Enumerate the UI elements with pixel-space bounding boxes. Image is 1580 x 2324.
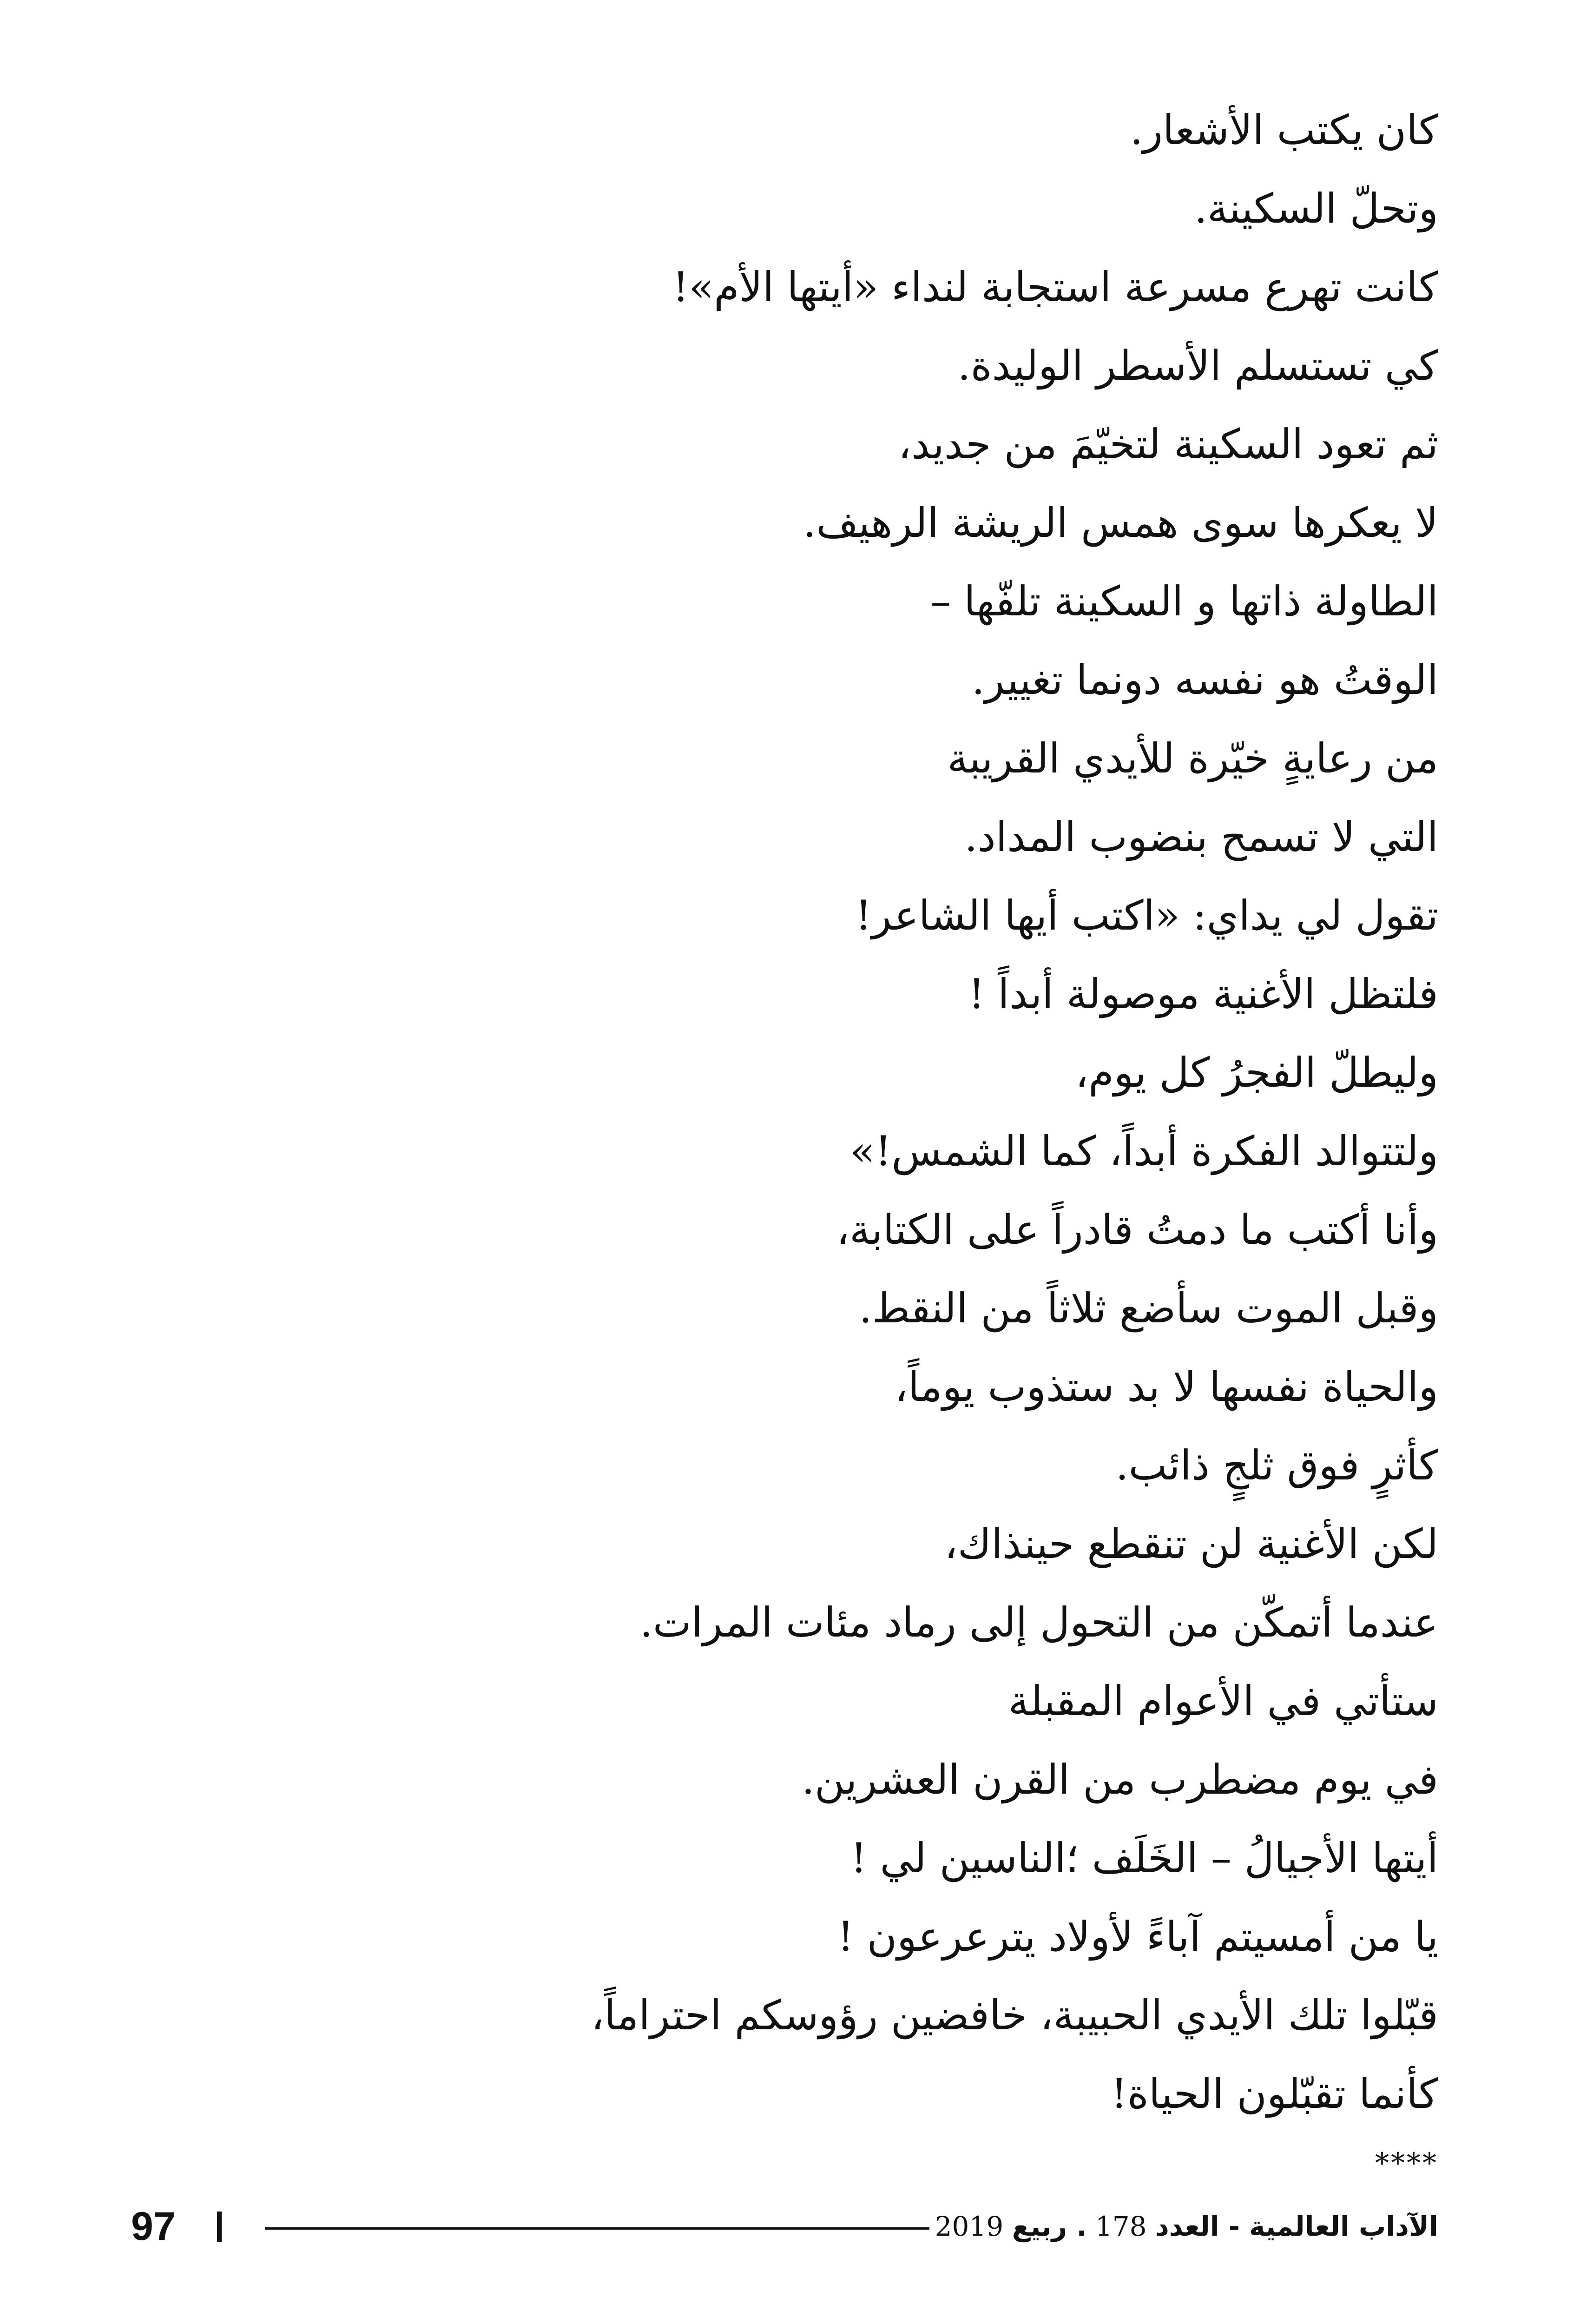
- poem-line: كأنما تقبّلون الحياة!: [1111, 2070, 1438, 2118]
- poem-line: فلتظل الأغنية موصولة أبداً !: [968, 970, 1438, 1018]
- poem-line: عندما أتمكّن من التحول إلى رماد مئات المرات.: [639, 1598, 1438, 1646]
- footer-separator: [217, 2212, 222, 2242]
- poem-line: كانت تهرع مسرعة استجابة لنداء «أيتها الأم»!: [672, 263, 1438, 311]
- poem-line: وليطلّ الفجرُ كل يوم،: [1075, 1049, 1438, 1096]
- poem-line: في يوم مضطرب من القرن العشرين.: [801, 1756, 1438, 1803]
- page-number: 97: [131, 2204, 176, 2249]
- poem-line: من رعايةٍ خيّرة للأيدي القريبة: [947, 734, 1438, 782]
- poem-line: وأنا أكتب ما دمتُ قادراً على الكتابة،: [836, 1206, 1438, 1254]
- poem-line: يا من أمسيتم آباءً لأولاد يترعرعون !: [837, 1913, 1438, 1961]
- poem-line: وقبل الموت سأضع ثلاثاً من النقط.: [859, 1284, 1438, 1332]
- footer-rule: [265, 2227, 929, 2230]
- poem-body: [174, 91, 1438, 2193]
- poem-line: والحياة نفسها لا بد ستذوب يوماً،: [895, 1363, 1438, 1411]
- issue-year: 2019: [935, 2211, 1004, 2242]
- poem-line: أيتها الأجيالُ – الخَلَف ؛الناسين لي !: [850, 1834, 1438, 1882]
- poem-line: وتحلّ السكينة.: [1194, 185, 1438, 232]
- poem-line: قبّلوا تلك الأيدي الحبيبة، خافضين رؤوسكم احتراماً،: [591, 1991, 1438, 2039]
- issue-number: 178: [1095, 2211, 1147, 2242]
- poem-line: التي لا تسمح بنضوب المداد.: [964, 813, 1438, 861]
- poem-line: ثم تعود السكينة لتخيّمَ من جديد،: [898, 420, 1438, 468]
- poem-line: كي تستسلم الأسطر الوليدة.: [957, 342, 1438, 390]
- poem-end-mark: ****: [1375, 2147, 1438, 2179]
- poem-line: ستأتي في الأعوام المقبلة: [1008, 1677, 1438, 1725]
- poem-line: الطاولة ذاتها و السكينة تلفّها –: [930, 577, 1438, 625]
- issue-season: . ربيع: [1012, 2211, 1087, 2242]
- page-footer: [0, 2199, 1580, 2254]
- poem-line: كأثرٍ فوق ثلجٍ ذائب.: [1115, 1441, 1438, 1489]
- poem-line: تقول لي يداي: «اكتب أيها الشاعر!: [855, 891, 1438, 939]
- poem-line: كان يكتب الأشعار.: [1130, 106, 1438, 154]
- poem-line: لا يعكرها سوى همس الريشة الرهيف.: [803, 499, 1438, 547]
- poem-line: ولتتوالد الفكرة أبداً، كما الشمس!»: [850, 1127, 1438, 1175]
- poem-line: الوقتُ هو نفسه دونما تغيير.: [971, 656, 1438, 704]
- journal-name: الآداب العالمية - العدد: [1155, 2211, 1438, 2242]
- poem-line: لكن الأغنية لن تنقطع حينذاك،: [944, 1520, 1438, 1568]
- journal-running-footer: [935, 2199, 1438, 2254]
